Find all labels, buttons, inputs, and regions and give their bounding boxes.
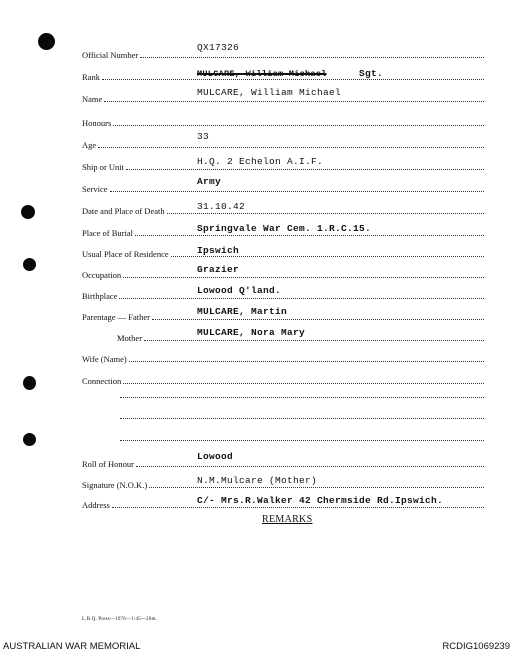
- dotted-line: [171, 256, 484, 257]
- rank-label: Rank: [82, 72, 100, 82]
- wife-label: Wife (Name): [82, 354, 127, 364]
- mother-row: [82, 329, 514, 343]
- dotted-line: [110, 191, 484, 192]
- father-value: MULCARE, Martin: [197, 306, 288, 317]
- dotted-line: [140, 57, 484, 58]
- official-number-label: Official Number: [82, 50, 139, 60]
- age-label: Age: [82, 140, 97, 150]
- roll-of-honour-value: Lowood: [197, 451, 234, 462]
- birthplace-value: Lowood Q'land.: [197, 285, 282, 296]
- official-number-value: QX17326: [197, 42, 240, 53]
- rank-value: Sgt.: [359, 68, 384, 79]
- remarks-heading: REMARKS: [262, 514, 313, 525]
- dotted-line: [152, 319, 484, 320]
- occupation-row: [82, 266, 514, 280]
- printer-note: L.B.Q. Press—1976—1/45—20m.: [82, 617, 157, 622]
- usual-residence-row: [82, 245, 514, 259]
- place-of-burial-value: Springvale War Cem. 1.R.C.15.: [197, 223, 372, 234]
- dotted-line: [112, 507, 484, 508]
- dotted-line: [129, 361, 484, 362]
- dotted-line: [144, 340, 484, 341]
- dotted-line: [119, 298, 484, 299]
- archive-footer: [0, 640, 514, 654]
- service-row: [82, 176, 514, 194]
- occupation-value: Grazier: [197, 264, 240, 275]
- dotted-line: [104, 101, 484, 102]
- connection-line: [120, 397, 484, 398]
- address-label: Address: [82, 500, 110, 510]
- date-place-death-row: [82, 202, 514, 216]
- name-row: [82, 87, 514, 104]
- ship-or-unit-value: H.Q. 2 Echelon A.I.F.: [197, 156, 324, 167]
- punch-hole: [23, 258, 36, 271]
- rank-struck-value: MULCARE, William Michael: [197, 69, 327, 79]
- birthplace-row: [82, 287, 514, 301]
- dotted-line: [123, 277, 484, 278]
- mother-label: Mother: [117, 333, 143, 343]
- age-value: 33: [197, 131, 210, 142]
- connection-label: Connection: [82, 376, 122, 386]
- service-label: Service: [82, 184, 108, 194]
- wife-row: [82, 350, 514, 364]
- signature-row: [82, 476, 514, 490]
- signature-value: N.M.Mulcare (Mother): [197, 475, 318, 486]
- dotted-line: [149, 487, 484, 488]
- place-of-burial-row: [82, 224, 514, 238]
- connection-line: [120, 440, 484, 441]
- birthplace-label: Birthplace: [82, 291, 118, 301]
- place-of-burial-label: Place of Burial: [82, 228, 133, 238]
- official-number-row: [82, 42, 514, 60]
- dotted-line: [167, 213, 484, 214]
- dotted-line: [135, 235, 484, 236]
- connection-row: [82, 372, 514, 386]
- dotted-line: [102, 79, 484, 80]
- honours-label: Honours: [82, 118, 112, 128]
- dotted-line: [113, 125, 484, 126]
- dotted-line: [136, 466, 484, 467]
- father-label: Parentage — Father: [82, 312, 150, 322]
- service-value: Army: [197, 176, 222, 187]
- address-row: [82, 496, 514, 510]
- footer-institution: AUSTRALIAN WAR MEMORIAL: [3, 641, 141, 652]
- age-row: [82, 131, 514, 150]
- rank-row: [82, 68, 514, 82]
- date-place-death-value: 31.10.42: [197, 201, 246, 212]
- signature-label: Signature (N.O.K.): [82, 480, 148, 490]
- father-row: [82, 308, 514, 322]
- roll-of-honour-row: [82, 451, 514, 469]
- punch-hole: [21, 205, 35, 219]
- dotted-line: [123, 383, 484, 384]
- footer-record-id: RCDIG1069239: [442, 641, 510, 652]
- punch-hole: [23, 376, 36, 390]
- punch-hole: [38, 33, 55, 50]
- usual-residence-value: Ipswich: [197, 245, 240, 256]
- honours-row: [82, 114, 514, 128]
- address-value: C/- Mrs.R.Walker 42 Chermside Rd.Ipswich.: [197, 495, 444, 506]
- connection-line: [120, 418, 484, 419]
- ship-or-unit-label: Ship or Unit: [82, 162, 125, 172]
- dotted-line: [126, 169, 484, 170]
- name-value: MULCARE, William Michael: [197, 87, 342, 98]
- mother-value: MULCARE, Nora Mary: [197, 327, 306, 338]
- occupation-label: Occupation: [82, 270, 122, 280]
- dotted-line: [98, 147, 484, 148]
- punch-hole: [23, 433, 36, 446]
- usual-residence-label: Usual Place of Residence: [82, 249, 169, 259]
- ship-or-unit-row: [82, 158, 514, 172]
- name-label: Name: [82, 94, 103, 104]
- roll-of-honour-label: Roll of Honour: [82, 459, 134, 469]
- date-place-death-label: Date and Place of Death: [82, 206, 165, 216]
